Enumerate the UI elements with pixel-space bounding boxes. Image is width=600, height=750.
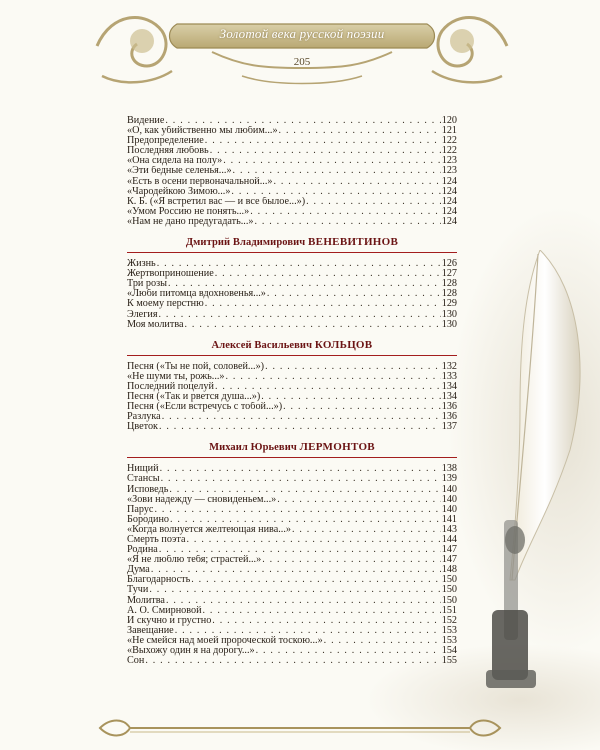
leader-dots (162, 412, 441, 422)
leader-dots (185, 320, 441, 330)
leader-dots (262, 555, 441, 565)
leader-dots (161, 474, 441, 484)
entry-page: 122 (441, 146, 457, 157)
leader-dots (233, 166, 441, 176)
entry-title: Смерть поэта (127, 535, 186, 545)
entry-title: «Есть в осени первоначальной...» (127, 176, 273, 187)
entry-page: 122 (441, 136, 457, 147)
entry-title: Исповедь (127, 484, 169, 495)
leader-dots (159, 545, 441, 555)
entry-title: Сон (127, 656, 145, 667)
toc-entry (127, 505, 457, 515)
entry-page: 124 (441, 216, 457, 227)
toc-entry (127, 289, 457, 299)
leader-dots (279, 126, 441, 136)
toc-entry (127, 565, 457, 575)
author-last-name: ВЕНЕВИТИНОВ (308, 236, 399, 249)
toc-entry (127, 402, 457, 412)
leader-dots (170, 515, 441, 525)
entry-title: Последняя любовь (127, 146, 209, 157)
leader-dots (215, 382, 441, 392)
toc-entry (127, 555, 457, 565)
entry-page: 124 (441, 206, 457, 217)
leader-dots (324, 636, 441, 646)
leader-dots (205, 299, 441, 309)
toc-entry (127, 464, 457, 474)
entry-title: «О, как убийственно мы любим...» (127, 126, 278, 137)
leader-dots (191, 575, 440, 585)
toc-entry (127, 146, 457, 156)
section-divider (127, 355, 457, 356)
leader-dots (187, 535, 441, 545)
entry-page: 140 (441, 494, 457, 505)
entry-title: Последний поцелуй (127, 381, 214, 392)
toc-entry (127, 279, 457, 289)
entry-title: Жизнь (127, 259, 156, 270)
entry-page: 120 (441, 116, 457, 126)
entry-page: 123 (441, 166, 457, 177)
author-heading (127, 441, 457, 453)
entry-title: «Выхожу один я на дорогу...» (127, 646, 255, 657)
toc-entry (127, 310, 457, 320)
entry-title: Благодарность (127, 575, 191, 586)
author-heading (127, 339, 457, 351)
toc-entry (127, 207, 457, 217)
leader-dots (203, 606, 441, 616)
entry-title: К моему перстню (127, 299, 204, 310)
leader-dots (159, 310, 441, 320)
leader-dots (157, 259, 441, 269)
toc-entry (127, 656, 457, 666)
toc-entry (127, 156, 457, 166)
leader-dots (273, 177, 440, 187)
running-title: Золотой века русской поэзии (219, 26, 385, 41)
entry-title: «Не шуми ты, рожь...» (127, 371, 225, 382)
author-first-name: Дмитрий Владимирович (185, 237, 306, 249)
toc-entry (127, 372, 457, 382)
entry-title: Жертвоприношение (127, 269, 214, 280)
entry-page: 150 (441, 575, 457, 586)
toc-entry (127, 299, 457, 309)
toc-entry (127, 575, 457, 585)
leader-dots (283, 402, 441, 412)
entry-title: «Эти бедные селенья...» (127, 166, 232, 177)
leader-dots (292, 525, 441, 535)
entry-page: 148 (441, 565, 457, 576)
entry-page: 130 (441, 309, 457, 320)
toc-entry (127, 616, 457, 626)
header-ornament (92, 6, 512, 90)
leader-dots (169, 485, 440, 495)
entry-title: «Когда волнуется желтеющая нива...» (127, 524, 291, 535)
leader-dots (215, 269, 441, 279)
entry-page: 136 (441, 412, 457, 423)
entry-title: Завещание (127, 625, 174, 636)
entry-title: Предопределение (127, 136, 204, 147)
leader-dots (154, 505, 440, 515)
toc-entry (127, 259, 457, 269)
entry-page: 136 (441, 402, 457, 413)
entry-page: 151 (441, 605, 457, 616)
entry-page: 154 (441, 646, 457, 657)
toc-entry (127, 382, 457, 392)
entry-page: 143 (441, 524, 457, 535)
entry-page: 150 (441, 585, 457, 596)
toc-entry (127, 515, 457, 525)
entry-page: 133 (441, 371, 457, 382)
toc-entry (127, 422, 457, 432)
leader-dots (212, 616, 440, 626)
leader-dots (151, 565, 441, 575)
leader-dots (205, 136, 441, 146)
entry-page: 138 (441, 464, 457, 475)
entry-page: 124 (441, 186, 457, 197)
entry-page: 140 (441, 504, 457, 515)
leader-dots (160, 464, 441, 474)
entry-page: 121 (441, 126, 457, 137)
author-first-name: Михаил Юрьевич (209, 442, 297, 454)
leader-dots (267, 289, 441, 299)
author-first-name: Алексей Васильевич (211, 339, 313, 351)
toc-section (127, 339, 457, 433)
ornament-frame (92, 6, 512, 90)
entry-page: 124 (441, 196, 457, 207)
entry-title: Родина (127, 545, 158, 556)
entry-title: Тучи (127, 585, 149, 596)
toc-entry (127, 626, 457, 636)
toc-entry (127, 636, 457, 646)
entry-page: 134 (441, 381, 457, 392)
leader-dots (165, 116, 440, 126)
entry-title: Парус (127, 504, 154, 515)
toc-section (127, 441, 457, 666)
entry-page: 141 (441, 514, 457, 525)
table-of-contents (127, 116, 457, 666)
entry-page: 152 (441, 615, 457, 626)
leader-dots (250, 207, 441, 217)
toc-entry (127, 596, 457, 606)
toc-entry (127, 485, 457, 495)
leader-dots (145, 656, 440, 666)
entry-page: 147 (441, 555, 457, 566)
toc-entry (127, 136, 457, 146)
entry-title: Молитва (127, 595, 165, 606)
entry-page: 134 (441, 391, 457, 402)
entry-page: 139 (441, 474, 457, 485)
entry-title: Три розы (127, 279, 167, 290)
entry-title: «Нам не дано предугадать...» (127, 216, 254, 227)
toc-entry (127, 217, 457, 227)
leader-dots (265, 362, 441, 372)
toc-entry (127, 606, 457, 616)
toc-entry (127, 412, 457, 422)
entry-page: 147 (441, 545, 457, 556)
leader-dots (261, 392, 440, 402)
leader-dots (254, 217, 440, 227)
toc-entry (127, 646, 457, 656)
entry-title: «Зови надежду — сновиденьем...» (127, 494, 277, 505)
author-last-name: КОЛЬЦОВ (314, 338, 373, 351)
entry-title: «Не смейся над моей пророческой тоскою...» (127, 635, 323, 646)
leader-dots (166, 596, 441, 606)
toc-entry (127, 197, 457, 207)
entry-title: Элегия (127, 309, 158, 320)
entry-page: 124 (441, 176, 457, 187)
entry-title: «Я не люблю тебя; страстей...» (127, 555, 262, 566)
toc-entry (127, 269, 457, 279)
leader-dots (210, 146, 441, 156)
page-number: 205 (293, 56, 311, 68)
entry-page: 153 (441, 625, 457, 636)
entry-title: Дума (127, 565, 150, 576)
entry-title: Бородино (127, 514, 170, 525)
entry-page: 132 (441, 361, 457, 372)
toc-entry (127, 495, 457, 505)
entry-title: А. О. Смирновой (127, 605, 202, 616)
leader-dots (168, 279, 441, 289)
leader-dots (256, 646, 441, 656)
toc-section (127, 116, 457, 227)
entry-title: Видение (127, 116, 165, 126)
entry-title: Стансы (127, 474, 160, 485)
toc-entry (127, 535, 457, 545)
toc-entry (127, 392, 457, 402)
entry-page: 127 (441, 269, 457, 280)
entry-title: Разлука (127, 412, 161, 423)
leader-dots (159, 422, 441, 432)
toc-entry (127, 474, 457, 484)
toc-entry (127, 320, 457, 330)
leader-dots (149, 585, 440, 595)
leader-dots (175, 626, 441, 636)
entry-title: Моя молитва (127, 319, 184, 330)
entry-page: 128 (441, 289, 457, 300)
entry-page: 155 (441, 656, 457, 667)
author-last-name: ЛЕРМОНТОВ (299, 441, 375, 454)
entry-title: Песня («Так и рвется душа...») (127, 391, 261, 402)
toc-entry (127, 177, 457, 187)
entry-page: 140 (441, 484, 457, 495)
section-divider (127, 457, 457, 458)
toc-section (127, 236, 457, 330)
toc-entry (127, 585, 457, 595)
entry-page: 144 (441, 535, 457, 545)
entry-title: Песня («Если встречусь с тобой...») (127, 402, 283, 413)
entry-page: 130 (441, 319, 457, 330)
leader-dots (277, 495, 441, 505)
entry-title: Нищий (127, 464, 159, 475)
toc-entry (127, 545, 457, 555)
leader-dots (231, 187, 440, 197)
section-divider (127, 252, 457, 253)
toc-entry (127, 126, 457, 136)
entry-title: «Люби питомца вдохновенья...» (127, 289, 266, 300)
bottom-ornament (90, 716, 510, 740)
author-heading (127, 236, 457, 248)
leader-dots (306, 197, 441, 207)
entry-title: И скучно и грустно (127, 615, 212, 626)
entry-page: 137 (441, 422, 457, 433)
toc-entry (127, 166, 457, 176)
entry-title: «Умом Россию не понять...» (127, 206, 250, 217)
entry-page: 126 (441, 259, 457, 270)
entry-page: 129 (441, 299, 457, 310)
entry-page: 123 (441, 156, 457, 167)
entry-page: 153 (441, 635, 457, 646)
entry-title: Цветок (127, 422, 158, 433)
entry-title: Песня («Ты не пой, соловей...») (127, 361, 265, 372)
toc-entry (127, 362, 457, 372)
toc-entry (127, 116, 457, 126)
toc-entry (127, 525, 457, 535)
entry-title: К. Б. («Я встретил вас — и все былое...») (127, 196, 306, 207)
entry-title: «Чародейкою Зимою...» (127, 186, 231, 197)
entry-page: 128 (441, 279, 457, 290)
toc-entry (127, 187, 457, 197)
leader-dots (223, 156, 440, 166)
leader-dots (226, 372, 441, 382)
entry-title: «Она сидела на полу» (127, 156, 223, 167)
entry-page: 150 (441, 595, 457, 606)
